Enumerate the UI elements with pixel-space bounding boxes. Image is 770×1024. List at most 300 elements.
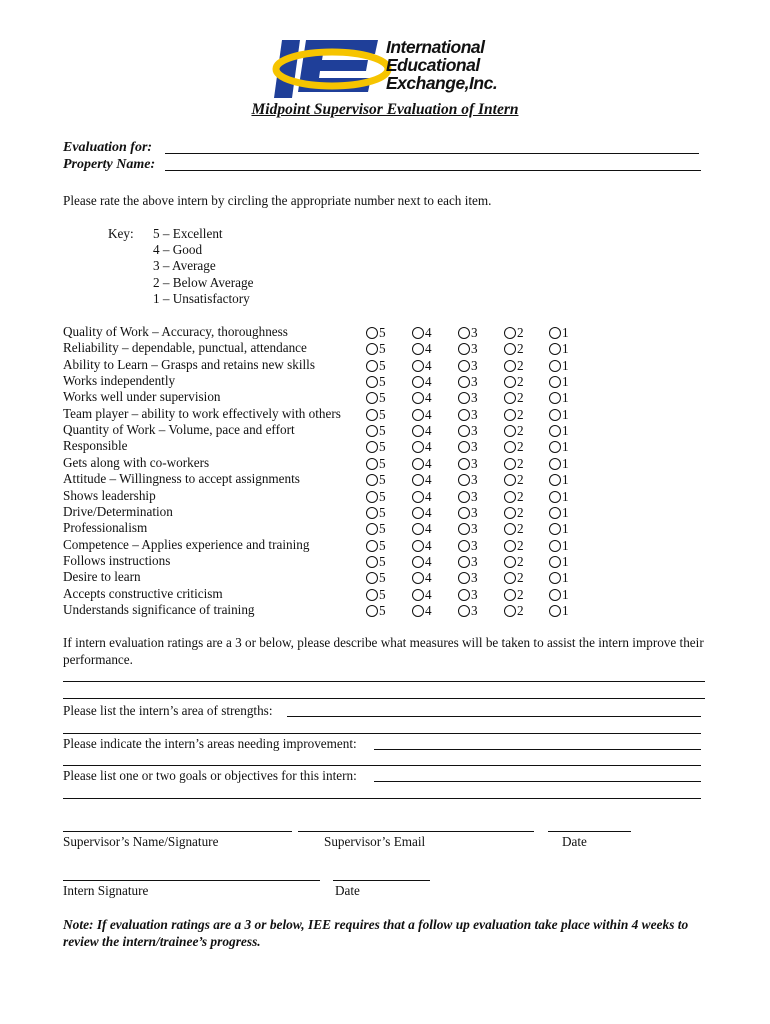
rating-value: 1 [562, 488, 569, 504]
radio-circle-icon [412, 360, 424, 372]
rating-radio-2[interactable] [504, 407, 524, 423]
radio-circle-icon [458, 343, 470, 355]
rating-value: 4 [425, 325, 432, 340]
radio-circle-icon [458, 491, 470, 503]
rating-item-label: Quality of Work – Accuracy, thoroughness [63, 324, 288, 339]
rating-value: 4 [425, 439, 432, 455]
org-name-line-3: Exchange,Inc. [386, 73, 498, 93]
radio-circle-icon [549, 523, 561, 535]
rating-radio-3[interactable] [458, 456, 478, 472]
rating-radio-5[interactable] [366, 325, 386, 341]
rating-item-label: Team player – ability to work effectively with others [63, 405, 341, 421]
rating-radio-3[interactable] [458, 587, 478, 603]
rating-value: 4 [425, 357, 432, 373]
radio-circle-icon [504, 441, 516, 453]
rating-value: 2 [517, 504, 524, 520]
rating-item-label: Follows instructions [63, 552, 171, 568]
rating-radio-5[interactable] [366, 423, 386, 439]
radio-circle-icon [504, 376, 516, 388]
rating-radio-2[interactable] [504, 390, 524, 406]
rating-radio-4[interactable] [412, 538, 432, 554]
rating-value: 4 [425, 521, 432, 537]
rating-value: 1 [562, 570, 569, 586]
radio-circle-icon [458, 540, 470, 552]
rating-radio-1[interactable] [549, 603, 569, 619]
rating-value: 4 [425, 537, 432, 553]
rating-value: 4 [425, 570, 432, 586]
radio-circle-icon [366, 425, 378, 437]
radio-circle-icon [366, 556, 378, 568]
rating-radio-1[interactable] [549, 341, 569, 357]
radio-circle-icon [412, 441, 424, 453]
rating-value: 1 [562, 357, 569, 373]
rating-radio-3[interactable] [458, 538, 478, 554]
rating-radio-1[interactable] [549, 407, 569, 423]
radio-circle-icon [366, 491, 378, 503]
improvement-field[interactable] [374, 749, 701, 750]
rating-value: 3 [471, 504, 478, 520]
radio-circle-icon [549, 409, 561, 421]
radio-circle-icon [412, 540, 424, 552]
radio-circle-icon [549, 474, 561, 486]
radio-circle-icon [504, 458, 516, 470]
rating-value: 4 [425, 374, 432, 390]
radio-circle-icon [549, 556, 561, 568]
radio-circle-icon [412, 376, 424, 388]
rating-radio-1[interactable] [549, 472, 569, 488]
radio-circle-icon [366, 360, 378, 372]
rating-item-label: Shows leadership [63, 487, 156, 503]
strengths-field-line-2[interactable] [63, 733, 701, 734]
rating-radio-1[interactable] [549, 439, 569, 455]
rating-radio-1[interactable] [549, 538, 569, 554]
rating-radio-2[interactable] [504, 423, 524, 439]
rating-radio-3[interactable] [458, 341, 478, 357]
rating-value: 5 [379, 570, 386, 586]
rating-radio-1[interactable] [549, 521, 569, 537]
below3-prompt: If intern evaluation ratings are a 3 or below, please describe what measures will be taken to assist the intern improve their performance. [63, 635, 704, 667]
intern-date-label: Date [335, 883, 360, 898]
radio-circle-icon [549, 572, 561, 584]
radio-circle-icon [504, 327, 516, 339]
rating-value: 4 [425, 455, 432, 471]
rating-radio-2[interactable] [504, 554, 524, 570]
rating-radio-3[interactable] [458, 423, 478, 439]
rating-value: 4 [425, 586, 432, 602]
rating-value: 5 [379, 390, 386, 406]
radio-circle-icon [412, 458, 424, 470]
rating-radio-1[interactable] [549, 505, 569, 521]
radio-circle-icon [412, 327, 424, 339]
intern-signature-label: Intern Signature [63, 883, 149, 898]
rating-radio-2[interactable] [504, 570, 524, 586]
intern-date-field[interactable] [333, 880, 430, 881]
rating-value: 5 [379, 423, 386, 439]
rating-value: 3 [471, 406, 478, 422]
rating-value: 3 [471, 341, 478, 357]
rating-value: 2 [517, 455, 524, 471]
rating-radio-2[interactable] [504, 472, 524, 488]
below3-answer-line[interactable] [63, 681, 705, 682]
date-field[interactable] [548, 831, 631, 832]
rating-radio-4[interactable] [412, 521, 432, 537]
rating-value: 1 [562, 537, 569, 553]
rating-value: 1 [562, 504, 569, 520]
rating-value: 5 [379, 504, 386, 520]
rating-value: 3 [471, 521, 478, 537]
rating-value: 5 [379, 553, 386, 569]
radio-circle-icon [504, 474, 516, 486]
rating-radio-5[interactable] [366, 472, 386, 488]
org-name-line-2: Educational [386, 55, 480, 75]
rating-value: 4 [425, 472, 432, 488]
radio-circle-icon [412, 556, 424, 568]
rating-radio-5[interactable] [366, 505, 386, 521]
rating-radio-2[interactable] [504, 603, 524, 619]
rating-radio-5[interactable] [366, 390, 386, 406]
rating-radio-3[interactable] [458, 603, 478, 619]
rating-radio-4[interactable] [412, 341, 432, 357]
radio-circle-icon [458, 376, 470, 388]
rating-value: 1 [562, 586, 569, 602]
rating-value: 1 [562, 439, 569, 455]
rating-radio-2[interactable] [504, 587, 524, 603]
rating-value: 5 [379, 537, 386, 553]
radio-circle-icon [504, 556, 516, 568]
rating-radio-1[interactable] [549, 587, 569, 603]
radio-circle-icon [412, 474, 424, 486]
rating-value: 3 [471, 472, 478, 488]
rating-radio-4[interactable] [412, 505, 432, 521]
rating-radio-4[interactable] [412, 325, 432, 341]
radio-circle-icon [412, 572, 424, 584]
radio-circle-icon [412, 491, 424, 503]
radio-circle-icon [458, 474, 470, 486]
radio-circle-icon [366, 605, 378, 617]
rating-value: 5 [379, 472, 386, 488]
rating-radio-5[interactable] [366, 407, 386, 423]
rating-radio-4[interactable] [412, 603, 432, 619]
rating-radio-4[interactable] [412, 423, 432, 439]
improvement-field-line-2[interactable] [63, 765, 701, 766]
radio-circle-icon [549, 589, 561, 601]
evaluation-for-label: Evaluation for: [63, 140, 153, 155]
supervisor-email-label: Supervisor’s Email [324, 834, 426, 849]
rating-radio-1[interactable] [549, 456, 569, 472]
rating-radio-3[interactable] [458, 521, 478, 537]
rating-value: 5 [379, 325, 386, 340]
rating-value: 5 [379, 406, 386, 422]
rating-radio-2[interactable] [504, 439, 524, 455]
radio-circle-icon [458, 425, 470, 437]
rating-value: 3 [471, 390, 478, 406]
radio-circle-icon [366, 523, 378, 535]
rating-value: 3 [471, 537, 478, 553]
supervisor-name-field[interactable] [63, 831, 292, 832]
rating-radio-4[interactable] [412, 374, 432, 390]
rating-radio-3[interactable] [458, 505, 478, 521]
rating-radio-2[interactable] [504, 341, 524, 357]
radio-circle-icon [412, 425, 424, 437]
rating-radio-5[interactable] [366, 489, 386, 505]
supervisor-email-field[interactable] [298, 831, 534, 832]
rating-radio-4[interactable] [412, 472, 432, 488]
rating-radio-2[interactable] [504, 489, 524, 505]
rating-value: 2 [517, 406, 524, 422]
strengths-field[interactable] [287, 716, 701, 717]
rating-value: 4 [425, 602, 432, 618]
key-entry: 1 – Unsatisfactory [153, 291, 250, 306]
rating-radio-3[interactable] [458, 570, 478, 586]
radio-circle-icon [504, 523, 516, 535]
rating-item-label: Quantity of Work – Volume, pace and effort [63, 422, 295, 438]
key-entry: 2 – Below Average [153, 275, 254, 290]
radio-circle-icon [366, 589, 378, 601]
rating-value: 5 [379, 488, 386, 504]
rating-value: 1 [562, 341, 569, 357]
rating-radio-4[interactable] [412, 456, 432, 472]
radio-circle-icon [458, 507, 470, 519]
rating-value: 1 [562, 602, 569, 618]
rating-value: 2 [517, 586, 524, 602]
rating-radio-4[interactable] [412, 390, 432, 406]
rating-value: 2 [517, 374, 524, 390]
rating-value: 2 [517, 439, 524, 455]
radio-circle-icon [504, 605, 516, 617]
rating-radio-1[interactable] [549, 325, 569, 341]
radio-circle-icon [549, 425, 561, 437]
rating-radio-1[interactable] [549, 423, 569, 439]
radio-circle-icon [412, 343, 424, 355]
rating-value: 5 [379, 341, 386, 357]
radio-circle-icon [549, 458, 561, 470]
below3-answer-line[interactable] [63, 698, 705, 699]
rating-radio-2[interactable] [504, 358, 524, 374]
rating-radio-4[interactable] [412, 554, 432, 570]
rating-radio-4[interactable] [412, 358, 432, 374]
rating-radio-5[interactable] [366, 456, 386, 472]
goals-field-line-2[interactable] [63, 798, 701, 799]
property-name-label: Property Name: [63, 157, 156, 172]
rating-value: 5 [379, 455, 386, 471]
rating-value: 2 [517, 521, 524, 537]
rating-radio-4[interactable] [412, 407, 432, 423]
rating-value: 1 [562, 374, 569, 390]
radio-circle-icon [504, 507, 516, 519]
radio-circle-icon [549, 360, 561, 372]
radio-circle-icon [504, 491, 516, 503]
radio-circle-icon [504, 360, 516, 372]
rating-value: 3 [471, 553, 478, 569]
radio-circle-icon [458, 589, 470, 601]
rating-radio-4[interactable] [412, 587, 432, 603]
rating-value: 1 [562, 406, 569, 422]
form-title: Midpoint Supervisor Evaluation of Intern [251, 101, 519, 118]
rating-item-label: Accepts constructive criticism [63, 585, 223, 601]
rating-radio-3[interactable] [458, 489, 478, 505]
radio-circle-icon [366, 458, 378, 470]
key-entry: 4 – Good [153, 242, 203, 257]
rating-value: 3 [471, 455, 478, 471]
date-label: Date [562, 834, 587, 849]
rating-radio-1[interactable] [549, 374, 569, 390]
key-label: Key: [108, 226, 134, 241]
rating-value: 5 [379, 374, 386, 390]
rating-radio-3[interactable] [458, 374, 478, 390]
rating-radio-5[interactable] [366, 341, 386, 357]
rating-value: 1 [562, 521, 569, 537]
rating-radio-1[interactable] [549, 554, 569, 570]
rating-radio-3[interactable] [458, 358, 478, 374]
rating-value: 5 [379, 357, 386, 373]
radio-circle-icon [504, 572, 516, 584]
rating-radio-3[interactable] [458, 390, 478, 406]
rating-value: 2 [517, 325, 524, 340]
rating-radio-3[interactable] [458, 407, 478, 423]
rating-item-label: Professionalism [63, 520, 148, 536]
radio-circle-icon [504, 425, 516, 437]
rating-value: 4 [425, 390, 432, 406]
radio-circle-icon [366, 376, 378, 388]
radio-circle-icon [412, 523, 424, 535]
rating-value: 5 [379, 586, 386, 602]
rating-radio-5[interactable] [366, 554, 386, 570]
rating-radio-3[interactable] [458, 325, 478, 341]
improvement-label: Please indicate the intern’s areas needing improvement: [63, 736, 357, 751]
org-name [386, 38, 497, 92]
radio-circle-icon [504, 589, 516, 601]
rating-value: 2 [517, 488, 524, 504]
rating-radio-5[interactable] [366, 587, 386, 603]
rating-radio-2[interactable] [504, 505, 524, 521]
rating-item-label: Understands significance of training [63, 601, 255, 617]
rating-value: 3 [471, 374, 478, 390]
rating-value: 2 [517, 423, 524, 439]
evaluation-for-field[interactable] [165, 153, 699, 154]
radio-circle-icon [366, 507, 378, 519]
rating-radio-1[interactable] [549, 358, 569, 374]
rating-value: 1 [562, 390, 569, 406]
rating-value: 2 [517, 357, 524, 373]
radio-circle-icon [412, 507, 424, 519]
rating-radio-5[interactable] [366, 358, 386, 374]
rating-radio-5[interactable] [366, 538, 386, 554]
radio-circle-icon [504, 343, 516, 355]
goals-field[interactable] [374, 781, 701, 782]
instructions: Please rate the above intern by circling the appropriate number next to each item. [63, 193, 492, 208]
radio-circle-icon [366, 343, 378, 355]
radio-circle-icon [549, 343, 561, 355]
rating-radio-5[interactable] [366, 570, 386, 586]
radio-circle-icon [504, 540, 516, 552]
org-name-line-1: International [386, 37, 485, 57]
rating-value: 1 [562, 325, 569, 340]
rating-radio-4[interactable] [412, 439, 432, 455]
rating-radio-1[interactable] [549, 489, 569, 505]
rating-radio-3[interactable] [458, 472, 478, 488]
rating-radio-2[interactable] [504, 538, 524, 554]
rating-radio-5[interactable] [366, 374, 386, 390]
rating-item-label: Competence – Applies experience and training [63, 536, 310, 552]
rating-item-label: Responsible [63, 438, 128, 454]
rating-radio-3[interactable] [458, 554, 478, 570]
rating-item-label: Gets along with co-workers [63, 454, 210, 470]
rating-value: 4 [425, 553, 432, 569]
rating-radio-5[interactable] [366, 603, 386, 619]
key-entry: 3 – Average [153, 258, 216, 273]
rating-radio-1[interactable] [549, 390, 569, 406]
rating-radio-2[interactable] [504, 374, 524, 390]
radio-circle-icon [412, 605, 424, 617]
strengths-label: Please list the intern’s area of strengths: [63, 703, 273, 718]
rating-radio-1[interactable] [549, 570, 569, 586]
rating-radio-2[interactable] [504, 325, 524, 341]
rating-value: 2 [517, 602, 524, 618]
rating-radio-3[interactable] [458, 439, 478, 455]
rating-value: 4 [425, 341, 432, 357]
rating-item-label: Ability to Learn – Grasps and retains new skills [63, 356, 315, 372]
rating-value: 4 [425, 423, 432, 439]
rating-value: 3 [471, 570, 478, 586]
radio-circle-icon [458, 556, 470, 568]
radio-circle-icon [549, 441, 561, 453]
radio-circle-icon [412, 589, 424, 601]
rating-value: 2 [517, 553, 524, 569]
radio-circle-icon [412, 409, 424, 421]
rating-value: 2 [517, 537, 524, 553]
property-name-field[interactable] [165, 170, 701, 171]
rating-value: 4 [425, 488, 432, 504]
radio-circle-icon [458, 360, 470, 372]
radio-circle-icon [549, 507, 561, 519]
rating-value: 3 [471, 325, 478, 340]
key-entry: 5 – Excellent [153, 226, 223, 241]
rating-radio-5[interactable] [366, 439, 386, 455]
radio-circle-icon [549, 327, 561, 339]
radio-circle-icon [549, 540, 561, 552]
rating-value: 4 [425, 504, 432, 520]
rating-value: 5 [379, 602, 386, 618]
radio-circle-icon [458, 458, 470, 470]
rating-item-label: Works well under supervision [63, 389, 221, 405]
radio-circle-icon [549, 605, 561, 617]
radio-circle-icon [504, 392, 516, 404]
radio-circle-icon [366, 392, 378, 404]
radio-circle-icon [366, 409, 378, 421]
radio-circle-icon [366, 474, 378, 486]
rating-radio-5[interactable] [366, 521, 386, 537]
rating-value: 5 [379, 439, 386, 455]
radio-circle-icon [366, 572, 378, 584]
radio-circle-icon [366, 540, 378, 552]
rating-value: 3 [471, 488, 478, 504]
footer-note: Note: If evaluation ratings are a 3 or below, IEE requires that a follow up evaluation take place within 4 weeks to review the intern/trainee’s progress. [63, 917, 689, 949]
rating-item-label: Reliability – dependable, punctual, attendance [63, 340, 307, 356]
radio-circle-icon [549, 392, 561, 404]
rating-radio-4[interactable] [412, 570, 432, 586]
intern-signature-field[interactable] [63, 880, 320, 881]
rating-item-label: Works independently [63, 373, 176, 389]
rating-value: 4 [425, 406, 432, 422]
rating-radio-2[interactable] [504, 456, 524, 472]
rating-value: 2 [517, 341, 524, 357]
radio-circle-icon [549, 376, 561, 388]
rating-item-label: Drive/Determination [63, 503, 173, 519]
rating-value: 1 [562, 553, 569, 569]
rating-value: 2 [517, 570, 524, 586]
rating-radio-4[interactable] [412, 489, 432, 505]
rating-radio-2[interactable] [504, 521, 524, 537]
